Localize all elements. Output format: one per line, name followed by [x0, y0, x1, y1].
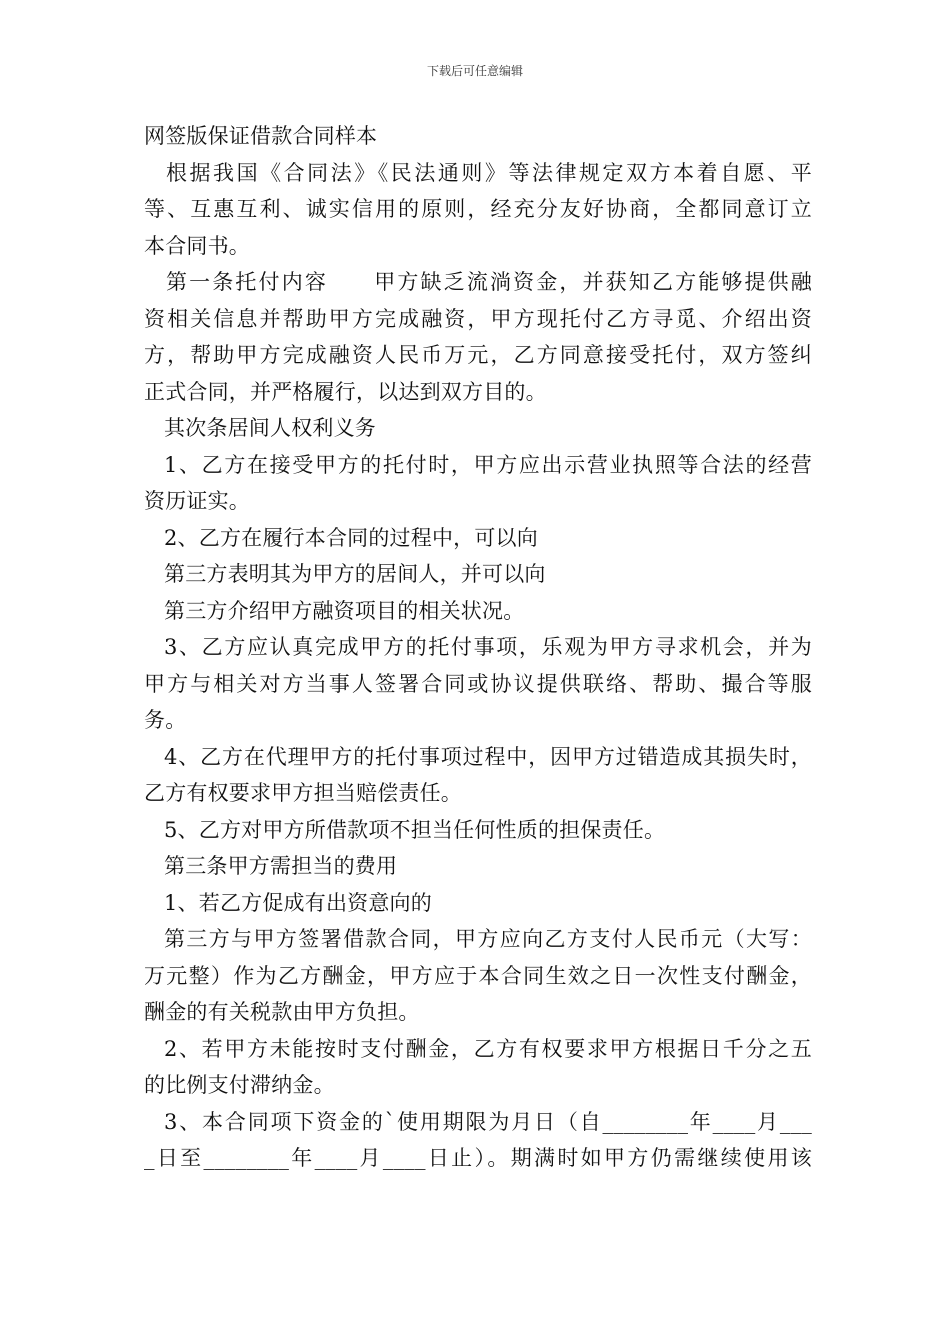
paragraph-line: 资历证实。 — [144, 489, 250, 513]
paragraph-line: 3、乙方应认真完成甲方的托付事项，乐观为甲方寻求机会，并为 — [164, 635, 812, 659]
paragraph-line: 第一条托付内容 甲方缺乏流淌资金，并获知乙方能够提供融 — [166, 270, 812, 294]
page-header: 下载后可任意编辑 — [426, 64, 523, 78]
paragraph-line: 的比例支付滞纳金。 — [144, 1073, 335, 1097]
paragraph-line: 根据我国《合同法》《民法通则》等法律规定双方本着自愿、平 — [166, 160, 812, 185]
document-title: 网签版保证借款合同样本 — [144, 124, 378, 148]
paragraph-line: 4、乙方在代理甲方的托付事项过程中，因甲方过错造成其损失时， — [164, 744, 812, 769]
paragraph-line: 正式合同，并严格履行，以达到双方目的。 — [144, 379, 547, 404]
paragraph-line: 2、乙方在履行本合同的过程中，可以向 — [164, 525, 538, 550]
paragraph-line: 等、互惠互利、诚实信用的原则，经充分友好协商，全都同意订立 — [144, 197, 812, 221]
paragraph-line: 甲方与相关对方当事人签署合同或协议提供联络、帮助、撮合等服 — [144, 671, 812, 696]
paragraph-line: 酬金的有关税款由甲方负担。 — [144, 1000, 420, 1024]
paragraph-line: 万元整）作为乙方酬金，甲方应于本合同生效之日一次性支付酬金， — [144, 963, 812, 988]
paragraph-line: 3、本合同项下资金的`使用期限为月日（自________年____月___ — [164, 1109, 812, 1134]
paragraph-line: 务。 — [144, 708, 187, 732]
paragraph-line: 第三方与甲方签署借款合同，甲方应向乙方支付人民币元（大写： — [164, 927, 812, 951]
paragraph-line: 第三方表明其为甲方的居间人，并可以向 — [164, 562, 546, 586]
paragraph-line: 1、乙方在接受甲方的托付时，甲方应出示营业执照等合法的经营 — [164, 452, 812, 477]
paragraph-line: 1、若乙方促成有出资意向的 — [164, 890, 432, 915]
paragraph-line: _日至________年____月____日止）。期满时如甲方仍需继续使用该 — [144, 1146, 812, 1170]
paragraph-line: 本合同书。 — [144, 233, 250, 258]
paragraph-line: 方，帮助甲方完成融资人民币万元，乙方同意接受托付，双方签纠 — [144, 343, 812, 367]
paragraph-line: 5、乙方对甲方所借款项不担当任何性质的担保责任。 — [164, 817, 666, 842]
paragraph-line: 2、若甲方未能按时支付酬金，乙方有权要求甲方根据日千分之五 — [164, 1036, 812, 1061]
paragraph-line: 资相关信息并帮助甲方完成融资，甲方现托付乙方寻觅、介绍出资 — [144, 306, 812, 331]
paragraph-line: 第三方介绍甲方融资项目的相关状况。 — [164, 598, 525, 623]
paragraph-line: 乙方有权要求甲方担当赔偿责任。 — [144, 781, 462, 805]
section-heading: 第三条甲方需担当的费用 — [164, 854, 398, 878]
document-body — [144, 118, 812, 1177]
section-heading: 其次条居间人权利义务 — [164, 416, 376, 440]
